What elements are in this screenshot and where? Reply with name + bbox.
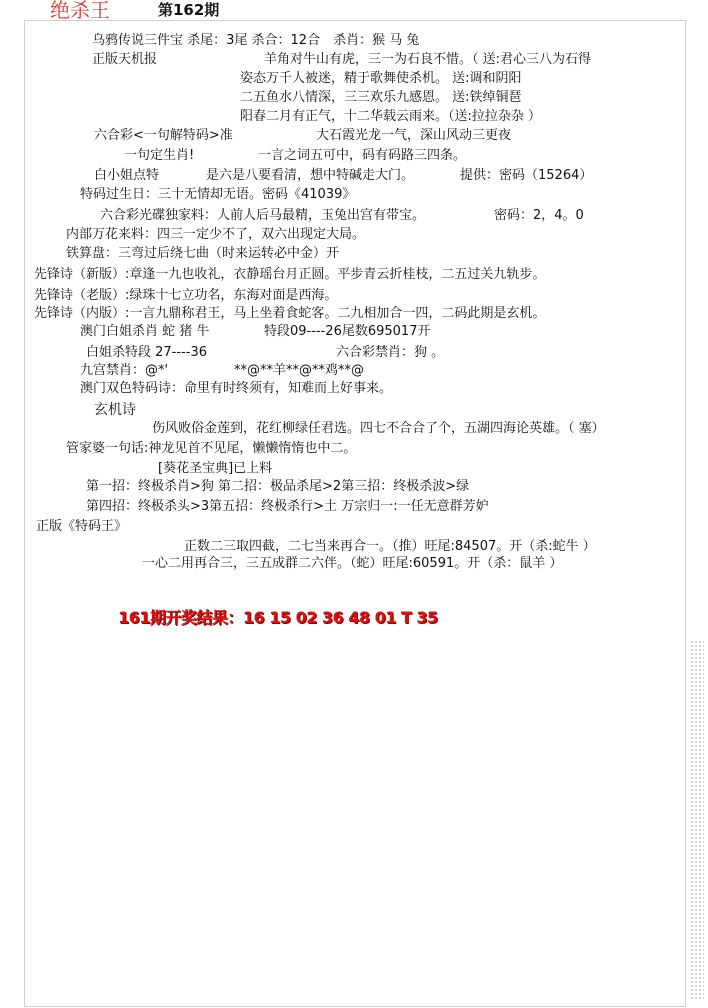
line-one-sentence-label: 六合彩<一句解特码>准	[94, 128, 233, 143]
line-one-sentence-verse: 大石霞光龙一气，深山风动三更夜	[316, 128, 512, 143]
line-tianji-1: 羊角对牛山有虎，三一为石良不惜。（ 送:君心三八为石得	[264, 52, 592, 67]
line-forbidden-zodiac: 六合彩禁肖：狗 。	[336, 345, 445, 360]
line-king-verse-1: 正数二三取四截，二七当来再合一。（推）旺尾:84507。开（杀:蛇牛 ）	[184, 539, 596, 554]
line-nine-palace-values: **@**羊**@**鸡**@	[234, 363, 365, 378]
line-nine-palace-label: 九宫禁肖：@*'	[80, 363, 169, 378]
line-moves-2: 第四招：终极杀头>3第五招：终极杀行>土 万宗归一:一任无意群芳妒	[86, 499, 489, 514]
line-zodiac-verse: 一言之词五可中，码有码路三四条。	[258, 148, 467, 163]
line-kill-segment: 白姐杀特段 27----36	[86, 345, 207, 360]
line-tianji-2: 姿态万千人被迷，精于歌舞使杀机。 送:调和阴阳	[240, 71, 522, 86]
line-pioneer-new: 先锋诗（新版）:章逢一九也收礼，衣静瑶台月正圆。平步青云折桂枝，二五过关九轨步。	[34, 267, 546, 282]
line-baixiaojie-code: 提供：密码（15264）	[460, 168, 593, 183]
line-pioneer-old: 先锋诗（老版）:绿珠十七立功名，东海对面是西海。	[34, 288, 338, 303]
draw-result: 161期开奖结果：16 15 02 36 48 01 T 35	[118, 608, 438, 627]
line-tianji-3: 二五鱼水八情深，三三欢乐九感恩。 送:铁绰铜琶	[240, 90, 522, 105]
dotted-edge-decoration	[690, 640, 704, 1000]
line-pioneer-inner: 先锋诗（内版）:一言九鼎称君王，马上坐着食蛇客。二九相加合一四，二码此期是玄机。	[34, 306, 546, 321]
line-inner-flowers: 内部万花来料：四三一定少不了，双六出现定大局。	[66, 227, 366, 242]
line-crow-legend: 乌鸦传说三件宝 杀尾：3尾 杀合：12合 杀肖：猴 马 兔	[92, 33, 420, 48]
line-birthday: 特码过生日：三十无情却无语。密码《41039》	[80, 187, 356, 202]
line-mystic-poem-title: 玄机诗	[94, 402, 136, 418]
line-mystic-poem: 伤风败俗金莲到，花红柳绿任君选。四七不合合了个，五湖四海论英雄。（ 塞）	[152, 421, 605, 436]
line-baixiaojie-verse: 是六是八要看清，想中特碱走大门。	[206, 168, 415, 183]
line-sunflower-title: [葵花圣宝典]已上料	[158, 461, 273, 476]
line-disc-info: 六合彩光碟独家料：人前人后马最精，玉兔出宫有带宝。	[100, 208, 426, 223]
line-macau-kill-zodiac: 澳门白姐杀肖 蛇 猪 牛	[80, 324, 210, 339]
line-abacus: 铁算盘：三弯过后绕七曲（时来运转必中金）开	[66, 246, 340, 261]
line-housekeeper: 管家婆一句话:神龙见首不见尾，懒懒惰惰也中二。	[66, 441, 357, 456]
line-macau-poem: 澳门双色特码诗：命里有时终须有，知难而上好事来。	[80, 381, 393, 396]
brand-title: 绝杀王	[50, 0, 110, 22]
line-disc-code: 密码：2，4。0	[494, 208, 584, 223]
line-macau-special-segment: 特段09----26尾数695017开	[264, 324, 431, 339]
line-special-code-king: 正版《特码王》	[36, 519, 128, 534]
line-tianji-4: 阳春二月有正气，十二华载云雨来。（送:拉拉杂杂 ）	[240, 109, 542, 124]
issue-number: 第162期	[158, 1, 220, 19]
line-moves-1: 第一招：终极杀肖>狗 第二招：极品杀尾>2第三招：终极杀波>绿	[86, 479, 470, 494]
line-zodiac-label: 一句定生肖!	[124, 148, 195, 163]
line-tianji-label: 正版天机报	[92, 52, 158, 67]
line-baixiaojie-label: 白小姐点特	[94, 168, 160, 183]
line-king-verse-2: 一心二用再合三，三五成群二六伴。（蛇）旺尾:60591。开（杀：鼠羊 ）	[142, 556, 563, 571]
